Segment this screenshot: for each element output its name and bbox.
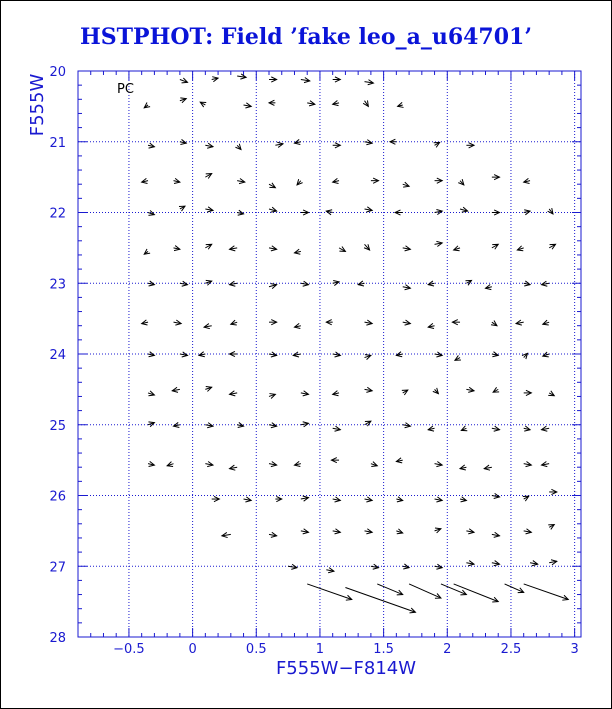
arrow-small (390, 139, 396, 144)
arrow-small (435, 241, 443, 246)
arrow-small (548, 525, 554, 530)
arrow-small (403, 423, 411, 428)
arrow-small (492, 352, 498, 357)
arrow-small (435, 497, 443, 502)
arrow-small (333, 497, 341, 502)
arrow-small (148, 391, 154, 396)
arrow-small (326, 320, 332, 325)
arrow-small (542, 281, 550, 286)
arrow-small (269, 77, 277, 82)
arrow-small (549, 489, 557, 494)
arrow-small (142, 178, 148, 183)
x-tick-label: 0.5 (245, 642, 267, 657)
y-tick-label: 23 (49, 277, 66, 293)
arrow-small (524, 462, 532, 467)
arrow-small (524, 426, 530, 431)
arrow-small (371, 462, 377, 467)
arrow-small (492, 493, 500, 498)
arrow-small (237, 179, 245, 184)
arrow-small (492, 532, 500, 537)
arrow-small (333, 77, 341, 82)
arrow-small (269, 462, 277, 467)
arrow-small (460, 207, 468, 212)
arrow-shaft (505, 584, 524, 592)
arrow-small (269, 532, 277, 537)
arrow-small (460, 497, 466, 502)
x-tick-label: 2 (443, 642, 452, 657)
arrow-small (331, 458, 339, 463)
arrow-small (516, 320, 524, 325)
arrow-small (148, 352, 154, 357)
arrow-small (180, 281, 188, 286)
arrow-long (345, 587, 415, 612)
arrow-small (549, 244, 555, 249)
y-axis-title: F555W (27, 73, 48, 137)
arrow-small (237, 210, 243, 215)
arrow-small (524, 529, 532, 534)
arrow-long (409, 584, 441, 598)
x-tick-label: −0.5 (113, 642, 145, 657)
arrow-small (205, 462, 213, 467)
arrow-small (363, 100, 368, 106)
arrow-small (492, 175, 500, 180)
arrow-small (235, 144, 241, 150)
arrow-small (454, 246, 460, 251)
arrow-shaft (307, 584, 352, 600)
arrow-small (144, 249, 150, 254)
arrow-small (435, 178, 443, 183)
arrow-small (365, 355, 371, 360)
arrow-small (402, 390, 408, 395)
arrow-small (212, 77, 218, 82)
arrow-small (428, 426, 434, 431)
arrow-small (548, 208, 553, 214)
arrow-small (549, 560, 557, 565)
arrow-small (205, 423, 213, 428)
arrow-small (269, 183, 275, 188)
arrow-small (365, 529, 373, 534)
arrow-small (396, 529, 402, 534)
arrow-small (326, 210, 332, 215)
arrow-small (403, 564, 409, 569)
arrow-long (307, 584, 352, 600)
arrow-small (365, 497, 373, 502)
arrow-long (441, 584, 466, 595)
arrow-small (403, 285, 411, 290)
arrow-small (205, 174, 211, 179)
arrow-small (396, 352, 402, 357)
arrow-small (269, 100, 275, 105)
arrow-small (542, 462, 550, 467)
arrow-small (365, 320, 373, 325)
arrow-small (333, 178, 339, 183)
arrow-small (461, 426, 467, 431)
arrow-small (333, 426, 341, 431)
arrow-small (172, 387, 180, 392)
arrow-small (365, 387, 373, 392)
y-tick-label: 24 (49, 348, 66, 363)
arrow-small (435, 564, 443, 569)
arrow-small (144, 102, 150, 107)
arrow-small (269, 394, 275, 399)
arrow-small (371, 564, 379, 569)
arrow-small (204, 324, 212, 329)
arrow-small (524, 178, 530, 183)
arrow-small (428, 323, 434, 328)
arrow-small (333, 101, 339, 106)
arrow-small (301, 529, 309, 534)
arrow-small (484, 465, 492, 470)
arrow-small (230, 351, 238, 356)
arrow-small (230, 465, 238, 470)
arrow-small (230, 281, 238, 286)
arrow-small (543, 320, 549, 325)
x-axis (78, 71, 579, 657)
arrow-small (517, 246, 523, 251)
arrow-small (237, 422, 243, 427)
arrow-small (148, 281, 154, 286)
arrow-small (301, 496, 309, 501)
arrow-small (275, 142, 283, 147)
arrow-small (396, 458, 402, 463)
arrow-small (294, 249, 300, 254)
arrow-shaft (454, 584, 499, 602)
arrow-small (294, 139, 300, 144)
arrow-shaft (441, 584, 466, 595)
arrow-small (466, 561, 474, 566)
x-tick-label: 2.5 (500, 642, 522, 657)
arrow-small (200, 102, 206, 107)
y-tick-label: 27 (49, 560, 66, 576)
arrow-small (339, 247, 345, 252)
arrow-small (530, 561, 538, 566)
arrow-small (548, 391, 554, 396)
arrow-small (180, 139, 186, 144)
x-axis-title: F555W−F814W (275, 658, 417, 679)
y-tick-label: 21 (49, 135, 66, 151)
arrow-series (142, 74, 569, 613)
arrow-small (435, 210, 443, 215)
arrow-small (269, 320, 277, 325)
arrow-small (199, 352, 205, 357)
arrow-small (180, 98, 186, 103)
y-tick-label: 22 (49, 206, 66, 222)
arrow-small (301, 77, 310, 82)
arrow-small (179, 206, 185, 211)
arrow-small (231, 320, 237, 325)
arrow-small (434, 142, 440, 147)
arrow-small (365, 421, 371, 426)
arrow-small (403, 246, 411, 251)
arrow-small (524, 210, 530, 215)
arrow-shaft (524, 584, 569, 600)
arrow-small (174, 178, 180, 183)
arrow-small (493, 387, 499, 392)
arrow-small (403, 182, 409, 187)
arrow-small (333, 280, 339, 285)
arrow-small (288, 564, 297, 569)
y-tick-label: 28 (49, 631, 66, 646)
arrow-small (491, 320, 497, 325)
arrow-long (505, 584, 524, 593)
arrow-small (435, 462, 443, 467)
arrow-small (174, 246, 180, 251)
arrow-small (466, 529, 474, 534)
arrow-small (230, 246, 238, 251)
x-tick-label: 1.5 (373, 642, 394, 657)
arrow-long (377, 584, 402, 595)
arrow-small (365, 207, 373, 212)
arrow-small (212, 496, 220, 501)
arrow-small (205, 143, 213, 148)
arrow-small (403, 320, 411, 325)
x-tick-label: 0 (188, 642, 197, 657)
x-tick-label: 3 (570, 642, 579, 657)
arrow-small (452, 320, 460, 325)
arrow-small (524, 281, 530, 286)
arrow-small (466, 387, 474, 392)
arrow-small (230, 391, 238, 396)
arrow-small (142, 320, 148, 325)
arrow-small (269, 284, 277, 289)
arrow-long (454, 584, 499, 602)
arrow-small (307, 101, 315, 106)
arrow-small (492, 561, 500, 566)
arrow-small (485, 284, 491, 289)
y-tick-label: 25 (49, 418, 66, 434)
arrow-small (244, 497, 252, 502)
y-tick-label: 20 (49, 65, 66, 80)
arrow-small (294, 323, 300, 328)
arrow-small (275, 496, 281, 501)
arrow-small (326, 568, 334, 573)
arrow-small (301, 391, 309, 396)
arrow-small (269, 207, 277, 212)
arrow-small (371, 178, 379, 183)
arrow-small (180, 78, 188, 83)
arrow-small (174, 320, 182, 325)
arrow-small (205, 386, 211, 391)
arrow-small (542, 426, 550, 431)
grid-lines (78, 71, 581, 637)
arrow-small (435, 352, 443, 357)
arrow-small (269, 423, 277, 428)
arrow-small (428, 281, 434, 286)
arrow-small (293, 352, 301, 357)
arrow-small (167, 462, 173, 467)
arrow-shaft (345, 587, 415, 612)
arrow-small (205, 244, 211, 249)
arrow-small (458, 179, 464, 185)
arrow-small (523, 496, 529, 501)
arrow-small (365, 80, 374, 85)
arrow-small (269, 352, 277, 357)
chart-title: HSTPHOT: Field ’fake leo_a_u64701’ (79, 24, 533, 50)
arrow-small (333, 391, 339, 396)
arrow-small (435, 528, 441, 533)
arrow-small (180, 352, 188, 357)
arrow-small (398, 102, 404, 107)
arrow-small (237, 74, 246, 79)
y-tick-label: 26 (49, 489, 66, 505)
arrow-small (395, 210, 403, 215)
arrow-small (333, 352, 341, 357)
arrow-small (333, 143, 341, 148)
arrow-small (301, 210, 309, 215)
arrow-small (269, 246, 277, 251)
arrow-small (460, 465, 466, 470)
arrow-small (148, 143, 154, 148)
arrow-shaft (377, 584, 402, 595)
arrow-small (365, 140, 373, 145)
panel-label: PC (117, 82, 134, 97)
arrow-small (333, 529, 341, 534)
arrow-shaft (409, 584, 441, 598)
arrow-small (396, 497, 402, 502)
arrow-small (492, 426, 500, 431)
arrow-small (301, 422, 309, 427)
arrow-long (524, 584, 569, 600)
arrow-small (205, 207, 213, 212)
arrow-small (466, 143, 474, 148)
arrow-small (492, 244, 498, 249)
arrow-small (294, 461, 300, 466)
arrow-small (148, 461, 154, 466)
arrow-small (222, 532, 231, 537)
arrow-small (358, 281, 364, 286)
arrow-small (492, 210, 500, 215)
arrow-small (174, 422, 180, 427)
arrow-small (364, 244, 370, 250)
arrow-small (524, 390, 532, 395)
arrow-small (301, 281, 309, 286)
arrow-small (297, 179, 303, 185)
x-tick-label: 1 (315, 642, 325, 657)
arrow-small (433, 388, 439, 394)
arrow-small (455, 355, 461, 360)
arrow-small (244, 103, 252, 108)
